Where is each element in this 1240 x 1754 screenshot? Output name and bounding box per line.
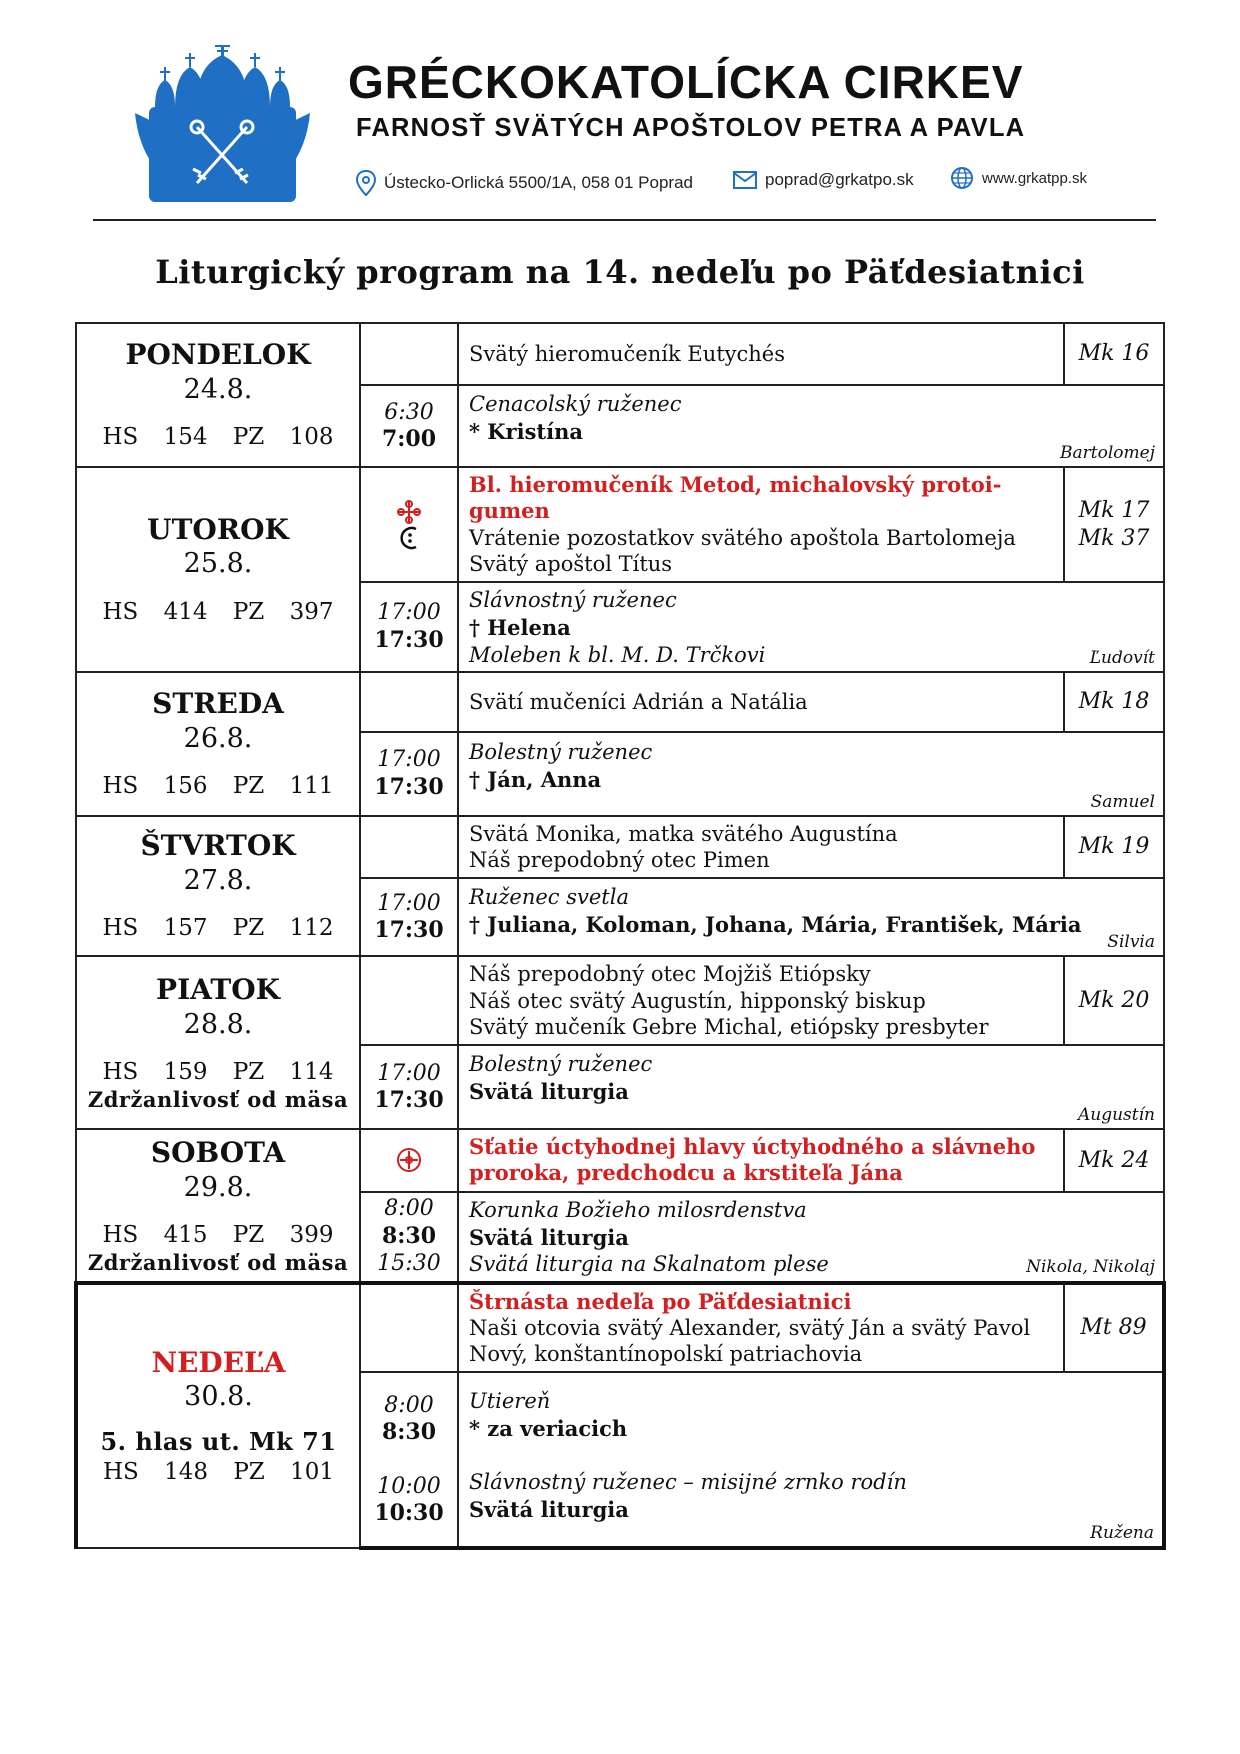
address-line bbox=[356, 170, 693, 196]
service-text: Slávnostný ruženec bbox=[469, 588, 677, 612]
day-row-feast bbox=[76, 956, 1164, 1045]
time-text: 17:30 bbox=[374, 626, 444, 653]
service-text: Bolestný ruženec bbox=[469, 1051, 653, 1076]
day-date: 24.8. bbox=[183, 373, 253, 405]
reading-text: Mk 24 bbox=[1078, 1147, 1150, 1173]
service-cell bbox=[458, 582, 1164, 672]
pz-ref: PZ 111 bbox=[232, 773, 334, 800]
email-line[interactable] bbox=[733, 170, 914, 190]
service-text: * Kristína bbox=[469, 419, 583, 444]
hs-ref: HS 154 bbox=[102, 424, 208, 451]
feast-cell bbox=[458, 672, 1064, 732]
day-row-feast bbox=[76, 1283, 1164, 1373]
time-text: 8:30 bbox=[381, 1419, 437, 1446]
time-text: 17:00 bbox=[377, 890, 441, 916]
liturgical-schedule-table bbox=[74, 322, 1166, 1550]
feast-text: Náš prepodobný otec Mojžiš Etiópsky bbox=[469, 962, 871, 987]
hs-ref: HS 159 bbox=[102, 1059, 208, 1086]
parish-name: FARNOSŤ SVÄTÝCH APOŠTOLOV PETRA A PAVLA bbox=[356, 114, 1026, 142]
pz-ref: PZ 397 bbox=[232, 598, 334, 625]
time-text: 17:30 bbox=[374, 773, 444, 800]
nameday: Silvia bbox=[1107, 932, 1155, 953]
day-name: SOBOTA bbox=[150, 1135, 286, 1169]
feast-text-red: Bl. hieromučeník Metod, michalovský protoi-gumen bbox=[469, 472, 1002, 524]
day-date: 28.8. bbox=[183, 1008, 253, 1040]
red-circled-cross-icon bbox=[395, 1146, 423, 1174]
globe-icon bbox=[950, 166, 974, 190]
feast-text: Náš prepodobný otec Pimen bbox=[469, 848, 770, 873]
website-line[interactable] bbox=[950, 166, 1087, 190]
time-cell bbox=[360, 732, 458, 816]
symbol-cell bbox=[360, 1129, 458, 1192]
pz-ref: PZ 399 bbox=[232, 1221, 334, 1248]
page-title: Liturgický program na 14. nedeľu po Päťdesiatnici bbox=[155, 253, 1085, 291]
symbol-cell bbox=[360, 467, 458, 582]
time-text: 8:00 bbox=[384, 1196, 434, 1222]
email-text[interactable]: poprad@grkatpo.sk bbox=[765, 170, 914, 189]
feast-rank-symbols bbox=[361, 1146, 457, 1174]
day-cell-friday bbox=[76, 956, 360, 1129]
service-text: † Helena bbox=[469, 615, 571, 641]
feast-text: Svätý hieromučeník Eutychés bbox=[469, 341, 786, 366]
time-cell bbox=[360, 1045, 458, 1129]
symbol-cell bbox=[360, 323, 458, 385]
feast-text: Náš otec svätý Augustín, hipponský biskup bbox=[469, 988, 926, 1013]
address-text: Ústecko-Orlická 5500/1A, 058 01 Poprad bbox=[384, 173, 694, 192]
time-text: 10:00 bbox=[377, 1473, 441, 1499]
feast-text: Vrátenie pozostatkov svätého apoštola Bartolomeja bbox=[469, 525, 1016, 550]
time-text: 7:00 bbox=[381, 426, 437, 452]
feast-rank-symbols bbox=[361, 499, 457, 551]
day-date: 30.8. bbox=[184, 1381, 253, 1413]
hymnal-refs bbox=[77, 424, 359, 452]
reading-text: Mk 16 bbox=[1078, 341, 1150, 367]
service-cell bbox=[458, 1192, 1164, 1283]
feast-cell bbox=[458, 323, 1064, 385]
day-name: STREDA bbox=[152, 687, 284, 721]
time-cell bbox=[360, 1372, 458, 1548]
nameday: Nikola, Nikolaj bbox=[1026, 1257, 1155, 1278]
day-date: 26.8. bbox=[183, 722, 253, 754]
day-cell-saturday bbox=[76, 1129, 360, 1282]
reading-text: Mk 18 bbox=[1078, 689, 1150, 715]
time-text: 8:30 bbox=[381, 1222, 437, 1249]
hs-ref: HS 148 bbox=[102, 1458, 209, 1485]
service-text: † Juliana, Koloman, Johana, Mária, František, Mária bbox=[469, 912, 1082, 938]
feast-text: Svätý apoštol Títus bbox=[469, 551, 673, 576]
hs-ref: HS 414 bbox=[102, 598, 208, 625]
reading-cell bbox=[1064, 467, 1164, 582]
symbol-cell bbox=[360, 816, 458, 879]
reading-text: Mt 89 bbox=[1080, 1315, 1147, 1341]
reading-text: Mk 20 bbox=[1078, 988, 1150, 1014]
feast-cell bbox=[458, 816, 1064, 879]
hs-ref: HS 157 bbox=[102, 915, 208, 942]
day-row-feast bbox=[76, 672, 1164, 732]
pz-ref: PZ 114 bbox=[232, 1059, 334, 1086]
service-text: Slávnostný ruženec – misijné zrnko rodín bbox=[469, 1469, 907, 1494]
day-row-feast bbox=[76, 816, 1164, 879]
fasting-note: Zdržanlivosť od mäsa bbox=[87, 1249, 349, 1275]
pz-ref: PZ 108 bbox=[232, 424, 334, 451]
envelope-icon bbox=[733, 171, 757, 189]
location-pin-icon bbox=[356, 170, 376, 196]
feast-text: Svätý mučeník Gebre Michal, etiópsky presbyter bbox=[469, 1014, 989, 1039]
day-date: 29.8. bbox=[183, 1171, 253, 1203]
day-cell-wednesday bbox=[76, 672, 360, 816]
service-text: Svätá liturgia bbox=[469, 1079, 629, 1105]
time-text: 8:00 bbox=[384, 1392, 434, 1418]
hymnal-refs bbox=[77, 1222, 359, 1250]
organization-name: GRÉCKOKATOLÍCKA CIRKEV bbox=[348, 56, 1024, 108]
header-divider bbox=[93, 219, 1156, 221]
service-text: Cenacolský ruženec bbox=[469, 391, 682, 416]
nameday: Bartolomej bbox=[1060, 442, 1155, 463]
time-text: 17:30 bbox=[374, 917, 444, 944]
service-text: Bolestný ruženec bbox=[469, 739, 653, 764]
day-name: ŠTVRTOK bbox=[140, 829, 296, 863]
tone-note: 5. hlas ut. Mk 71 bbox=[100, 1426, 337, 1456]
time-cell bbox=[360, 582, 458, 672]
service-cell bbox=[458, 1372, 1164, 1548]
red-cross-icon bbox=[396, 499, 422, 525]
day-date: 27.8. bbox=[183, 864, 253, 896]
day-cell-tuesday bbox=[76, 467, 360, 672]
service-cell bbox=[458, 385, 1164, 467]
hymnal-refs bbox=[77, 773, 359, 801]
time-text: 17:00 bbox=[377, 600, 441, 626]
nameday: Samuel bbox=[1090, 791, 1155, 812]
symbol-cell bbox=[360, 672, 458, 732]
nameday: Augustín bbox=[1078, 1105, 1155, 1126]
feast-cell bbox=[458, 1283, 1064, 1373]
symbol-cell bbox=[360, 956, 458, 1045]
time-text: 15:30 bbox=[377, 1251, 441, 1277]
day-cell-monday bbox=[76, 323, 360, 467]
service-text: Ruženec svetla bbox=[469, 885, 629, 910]
pz-ref: PZ 112 bbox=[232, 915, 334, 942]
symbol-cell bbox=[360, 1283, 458, 1373]
service-text: Korunka Božieho milosrdenstva bbox=[469, 1197, 807, 1222]
day-row-feast bbox=[76, 323, 1164, 385]
service-text: Svätá liturgia na Skalnatom plese bbox=[469, 1252, 829, 1277]
reading-cell bbox=[1064, 323, 1164, 385]
feast-text-red: Štrnásta nedeľa po Päťdesiatnici bbox=[469, 1288, 852, 1314]
reading-cell bbox=[1064, 1129, 1164, 1192]
letterhead bbox=[0, 0, 1240, 230]
day-name: UTOROK bbox=[147, 512, 289, 546]
fasting-note: Zdržanlivosť od mäsa bbox=[87, 1086, 349, 1112]
reading-cell bbox=[1064, 672, 1164, 732]
service-text: * za veriacich bbox=[469, 1416, 628, 1442]
service-text: † Ján, Anna bbox=[469, 766, 602, 792]
website-text[interactable]: www.grkatpp.sk bbox=[982, 169, 1088, 187]
day-cell-thursday bbox=[76, 816, 360, 957]
hymnal-refs bbox=[77, 599, 359, 627]
reading-text: Mk 37 bbox=[1078, 525, 1150, 551]
day-date: 25.8. bbox=[183, 548, 253, 580]
reading-cell bbox=[1064, 1283, 1164, 1373]
feast-cell bbox=[458, 1129, 1064, 1192]
day-cell-sunday bbox=[76, 1283, 360, 1549]
nameday: Ružena bbox=[1090, 1523, 1154, 1544]
service-text: Moleben k bl. M. D. Trčkovi bbox=[469, 642, 766, 667]
day-name: NEDEĽA bbox=[151, 1345, 286, 1379]
hs-ref: HS 156 bbox=[102, 773, 208, 800]
service-cell bbox=[458, 878, 1164, 956]
reading-text: Mk 17 bbox=[1078, 498, 1150, 523]
hs-ref: HS 415 bbox=[102, 1221, 208, 1248]
reading-cell bbox=[1064, 816, 1164, 879]
service-text: Utiereň bbox=[469, 1389, 551, 1414]
church-logo-icon bbox=[135, 45, 310, 205]
feast-cell bbox=[458, 956, 1064, 1045]
time-text: 17:30 bbox=[374, 1087, 444, 1114]
hymnal-refs bbox=[77, 1059, 359, 1087]
time-text: 6:30 bbox=[384, 399, 434, 425]
half-circle-symbol-icon bbox=[396, 525, 422, 551]
nameday: Ľudovít bbox=[1089, 647, 1155, 668]
feast-text: Svätí mučeníci Adrián a Natália bbox=[469, 689, 808, 714]
feast-text-red: Sťatie úctyhodnej hlavy úctyhodného a slávneho proroka, predchodcu a krstiteľa Jána bbox=[469, 1134, 1036, 1186]
service-cell bbox=[458, 1045, 1164, 1129]
hymnal-refs bbox=[78, 1459, 359, 1487]
time-cell bbox=[360, 878, 458, 956]
day-name: PIATOK bbox=[156, 973, 280, 1007]
time-text: 10:30 bbox=[374, 1500, 444, 1527]
day-name: PONDELOK bbox=[125, 338, 311, 372]
reading-cell bbox=[1064, 956, 1164, 1045]
reading-text: Mk 19 bbox=[1078, 834, 1150, 860]
feast-text: Svätá Monika, matka svätého Augustína bbox=[469, 821, 898, 846]
time-text: 17:00 bbox=[377, 1060, 441, 1086]
service-cell bbox=[458, 732, 1164, 816]
day-row-feast bbox=[76, 467, 1164, 582]
service-text: Svätá liturgia bbox=[469, 1497, 629, 1523]
day-row-feast bbox=[76, 1129, 1164, 1192]
service-text: Svätá liturgia bbox=[469, 1224, 629, 1250]
pz-ref: PZ 101 bbox=[233, 1458, 334, 1485]
feast-text: Naši otcovia svätý Alexander, svätý Ján a svätý Pavol Nový, konštantínopolskí patriachovia bbox=[469, 1315, 1031, 1367]
hymnal-refs bbox=[77, 915, 359, 943]
time-text: 17:00 bbox=[377, 747, 441, 773]
time-cell bbox=[360, 385, 458, 467]
time-cell bbox=[360, 1192, 458, 1283]
feast-cell bbox=[458, 467, 1064, 582]
